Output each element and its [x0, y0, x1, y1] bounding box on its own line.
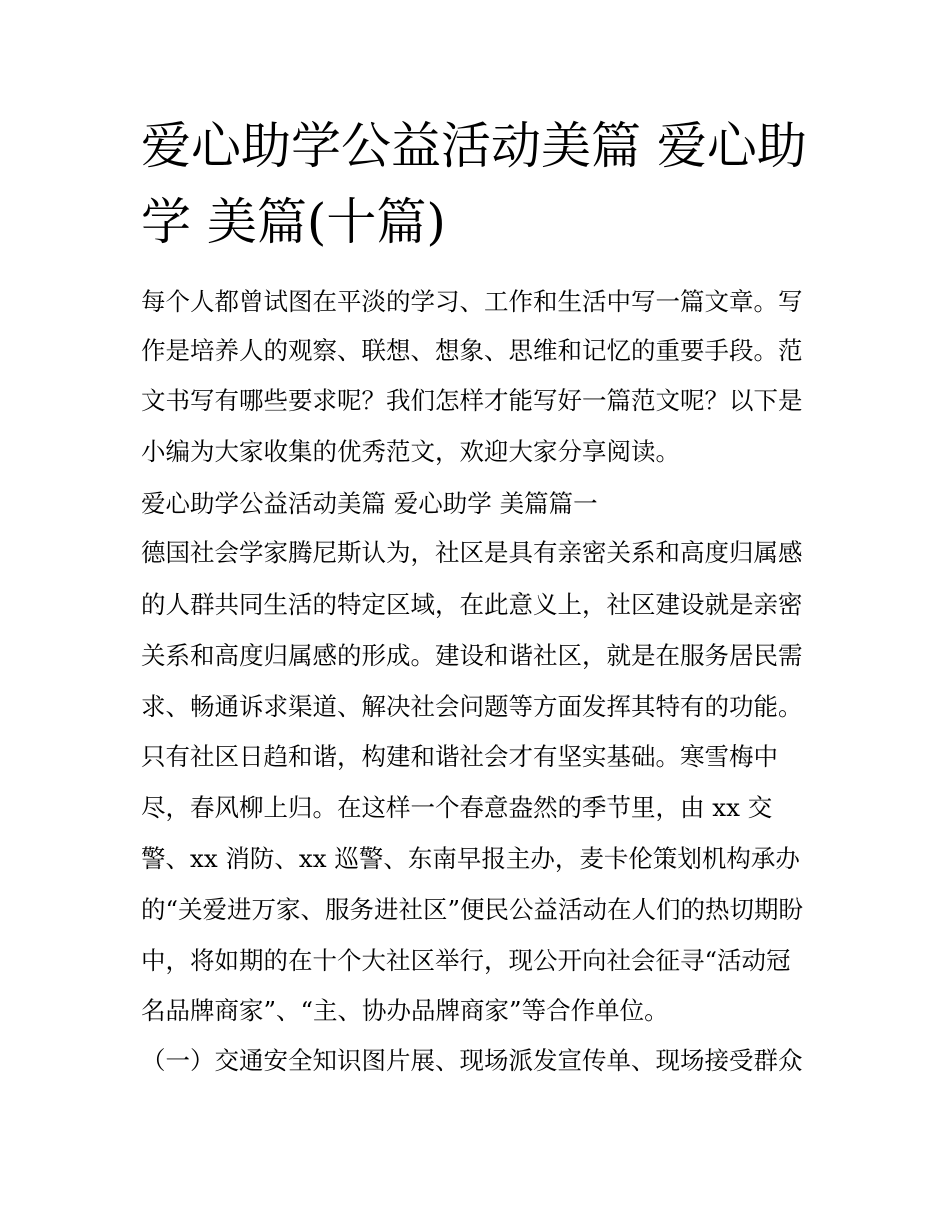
item-line-1: （一）交通安全知识图片展、现场派发宣传单、现场接受群众 [141, 1046, 803, 1075]
section-line-4: 求、畅通诉求渠道、解决社会问题等方面发挥其特有的功能。 [141, 692, 803, 721]
section-line-1: 德国社会学家腾尼斯认为，社区是具有亲密关系和高度归属感 [141, 538, 803, 567]
intro-line-3: 文书写有哪些要求呢？我们怎样才能写好一篇范文呢？以下是 [141, 386, 803, 415]
intro-line-1: 每个人都曾试图在平淡的学习、工作和生活中写一篇文章。写 [141, 287, 803, 316]
intro-line-4: 小编为大家收集的优秀范文，欢迎大家分享阅读。 [141, 437, 680, 466]
section-line-5: 只有社区日趋和谐，构建和谐社会才有坚实基础。寒雪梅中 [141, 742, 778, 771]
title-line-2: 学 美篇(十篇) [141, 193, 446, 251]
section-heading: 爱心助学公益活动美篇 爱心助学 美篇篇一 [141, 489, 598, 518]
section-line-3: 关系和高度归属感的形成。建设和谐社区，就是在服务居民需 [141, 641, 803, 670]
section-line-6: 尽，春风柳上归。在这样一个春意盎然的季节里，由 xx 交 [141, 793, 773, 822]
section-line-10: 名品牌商家”、“主、协办品牌商家”等合作单位。 [141, 996, 669, 1025]
section-line-2: 的人群共同生活的特定区域，在此意义上，社区建设就是亲密 [141, 590, 803, 619]
document-title [141, 108, 821, 260]
section-line-7: 警、xx 消防、xx 巡警、东南早报主办，麦卡伦策划机构承办 [141, 844, 800, 873]
title-line-1: 爱心助学公益活动美篇 爱心助 [141, 117, 807, 175]
section-line-9: 中，将如期的在十个大社区举行，现公开向社会征寻“活动冠 [141, 946, 791, 975]
section-line-8: 的“关爱进万家、服务进社区”便民公益活动在人们的热切期盼 [141, 895, 804, 924]
intro-line-2: 作是培养人的观察、联想、想象、思维和记忆的重要手段。范 [141, 336, 803, 365]
